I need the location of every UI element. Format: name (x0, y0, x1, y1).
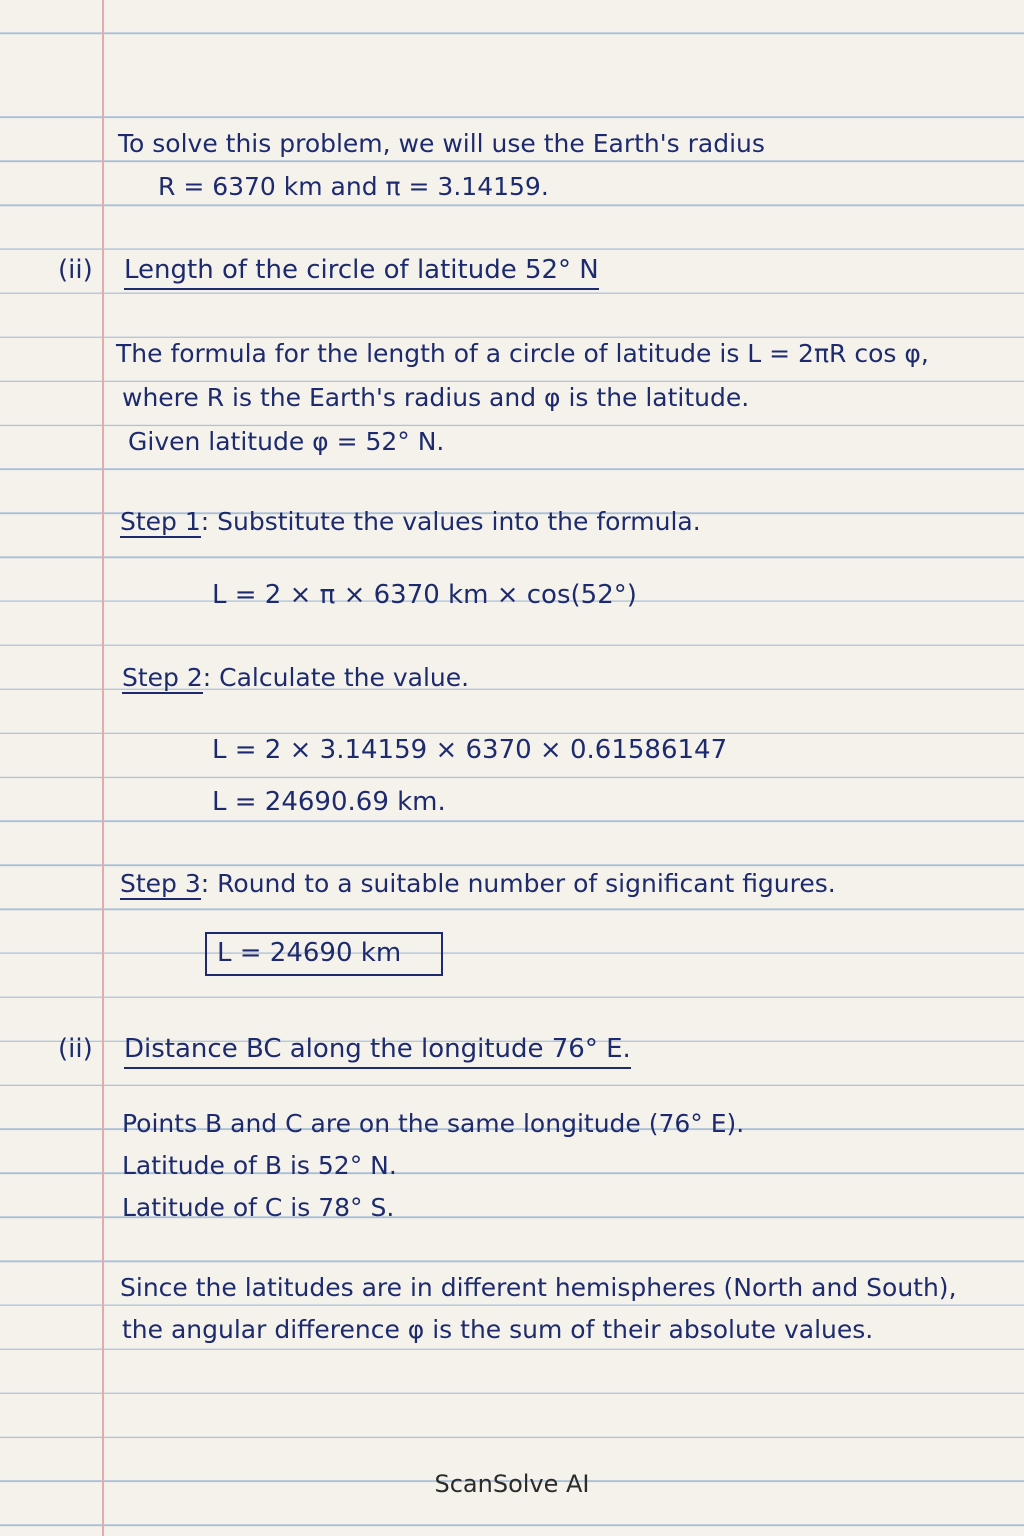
section-1-marker: (ii) (58, 255, 93, 285)
section-2-heading: Distance BC along the longitude 76° E. (124, 1033, 631, 1069)
step-2-equation-2: L = 24690.69 km. (212, 787, 446, 817)
section-2-line-1: Points B and C are on the same longitude (76° E). (122, 1109, 745, 1138)
formula-line-2: where R is the Earth's radius and φ is the latitude. (122, 383, 750, 412)
step-3 (120, 868, 836, 900)
section-2-line-2: Latitude of B is 52° N. (122, 1151, 397, 1180)
step-1 (120, 506, 701, 538)
intro-line-2: R = 6370 km and π = 3.14159. (158, 172, 549, 201)
margin-line (102, 0, 104, 1536)
given-latitude: Given latitude φ = 52° N. (128, 427, 445, 456)
step-1-equation: L = 2 × π × 6370 km × cos(52°) (212, 580, 637, 610)
step-1-label: Step 1 (120, 507, 201, 536)
step-2 (122, 662, 469, 694)
step-2-label: Step 2 (122, 663, 203, 692)
section-2-line-3: Latitude of C is 78° S. (122, 1193, 395, 1222)
footer-watermark: ScanSolve AI (434, 1470, 590, 1498)
step-1-text: : Substitute the values into the formula. (200, 507, 701, 536)
section-2-marker: (ii) (58, 1034, 93, 1064)
step-2-equation-1: L = 2 × 3.14159 × 6370 × 0.61586147 (212, 735, 728, 765)
section-2-line-4: Since the latitudes are in different hemispheres (North and South), (120, 1273, 957, 1302)
step-2-text: : Calculate the value. (202, 663, 470, 692)
step-3-label: Step 3 (120, 869, 201, 898)
section-2-line-5: the angular difference φ is the sum of their absolute values. (122, 1315, 874, 1344)
result-value: L = 24690 km (217, 938, 402, 968)
formula-line-1: The formula for the length of a circle of latitude is L = 2πR cos φ, (116, 339, 929, 368)
section-1-heading: Length of the circle of latitude 52° N (124, 254, 599, 290)
intro-line-1: To solve this problem, we will use the Earth's radius (118, 129, 765, 158)
step-3-text: : Round to a suitable number of significant figures. (200, 869, 836, 898)
